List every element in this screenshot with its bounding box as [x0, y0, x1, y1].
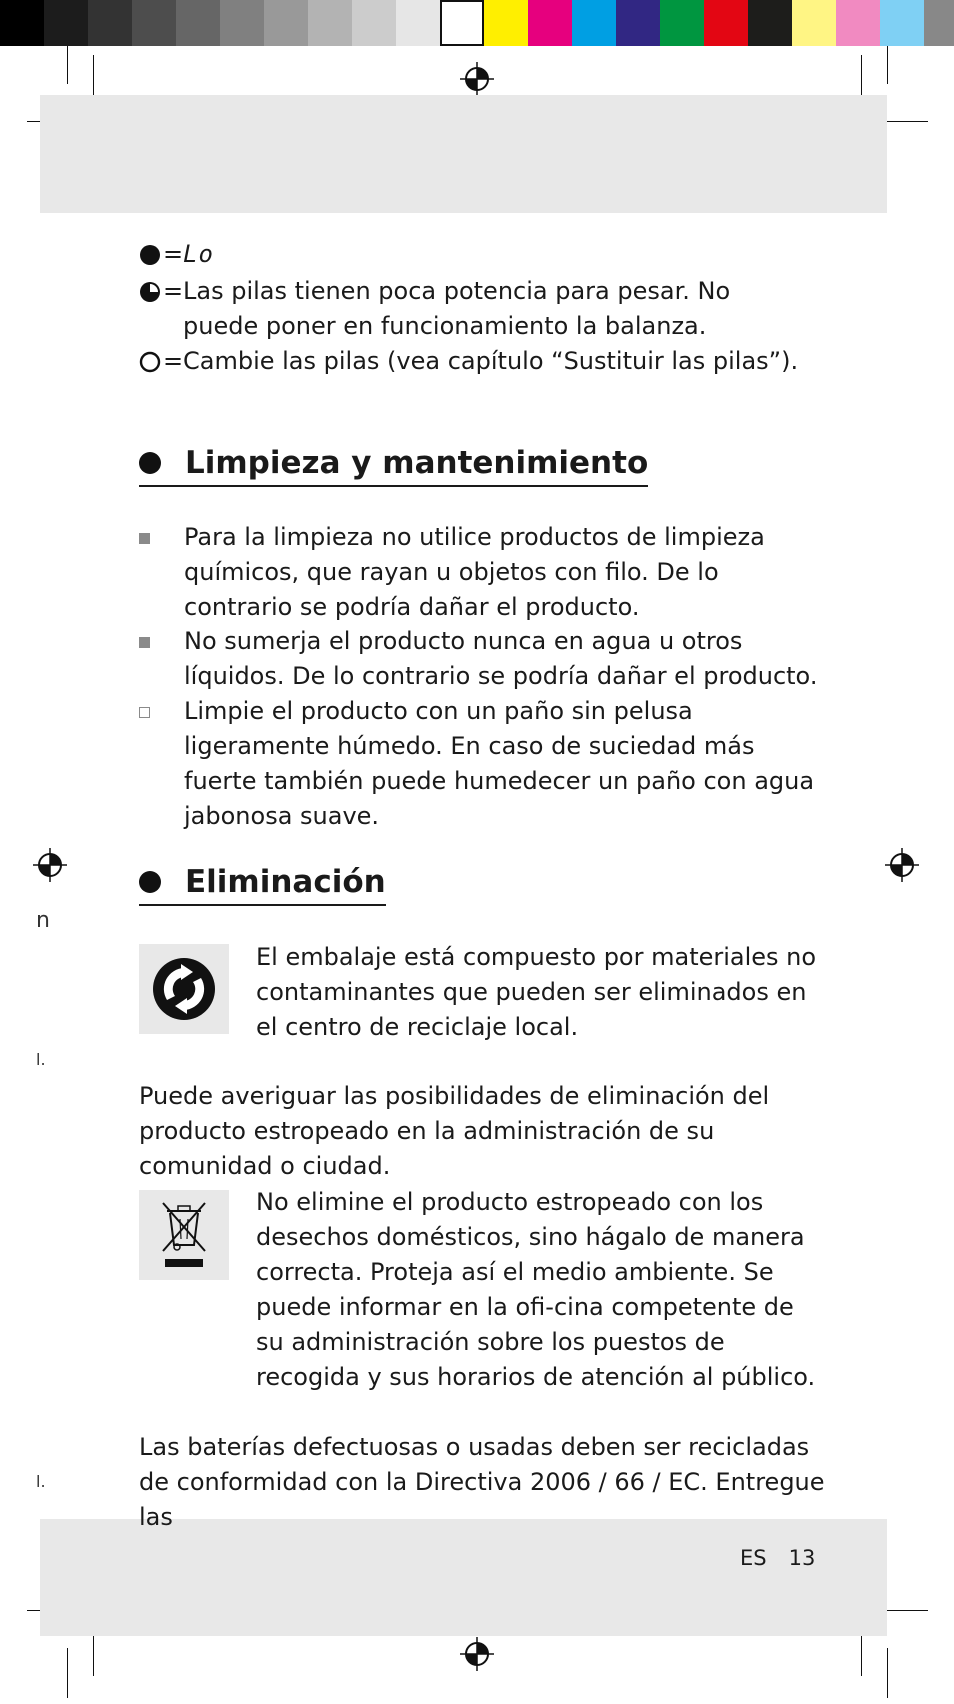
square-bullet-icon [139, 624, 184, 694]
battery-empty-icon [139, 344, 163, 379]
battery-legend-row [139, 274, 803, 344]
color-swatch [792, 0, 836, 46]
registration-mark-icon [460, 1637, 494, 1671]
lo-display-text: Lo [183, 240, 214, 268]
section-title: Eliminación [185, 864, 386, 900]
color-swatch [836, 0, 880, 46]
equals-sign: = [163, 277, 184, 305]
grey-swatch [396, 0, 440, 46]
header-band [40, 95, 887, 213]
weee-symbol-box [139, 1190, 229, 1280]
grey-swatch [176, 0, 220, 46]
color-swatch [704, 0, 748, 46]
color-swatch [924, 0, 954, 46]
crop-mark [880, 1610, 928, 1611]
edge-fragment: n [36, 908, 50, 933]
list-item [139, 520, 829, 625]
list-item [139, 694, 829, 834]
section-heading-disposal [139, 862, 386, 906]
bullet-dot-icon [139, 871, 161, 893]
crossed-bin-icon [159, 1199, 209, 1271]
grey-scale-bar [0, 0, 484, 46]
square-bullet-icon [139, 520, 184, 625]
equals-sign: = [163, 240, 184, 268]
edge-fragment: l. [36, 1472, 46, 1491]
crop-mark [67, 46, 68, 84]
crop-mark [887, 46, 888, 84]
grey-swatch [132, 0, 176, 46]
edge-fragment: l. [36, 1050, 46, 1069]
disposal-paragraph: Puede averiguar las posibilidades de eliminación del producto estropeado en la administración de su comunidad o ciudad. [139, 1082, 770, 1180]
legend-text: Las pilas tienen poca potencia para pesar. No puede poner en funcionamiento la balanza. [183, 277, 731, 340]
section-heading-cleaning [139, 443, 648, 487]
battery-legend-row [139, 344, 803, 379]
crop-mark [880, 121, 928, 122]
registration-mark-icon [33, 848, 67, 882]
weee-text: No elimine el producto estropeado con los desechos domésticos, sino hágalo de manera correcta. Proteja así el medio ambiente. Se puede informar en la ofi-cina competente de su administración sobre los puestos de recogida y sus horarios de atención al público. [256, 1188, 816, 1391]
grey-swatch [264, 0, 308, 46]
color-swatch [660, 0, 704, 46]
color-swatch [572, 0, 616, 46]
grey-swatch [352, 0, 396, 46]
grey-swatch [440, 0, 484, 46]
color-swatch [528, 0, 572, 46]
grey-swatch [220, 0, 264, 46]
equals-sign: = [163, 347, 184, 375]
battery-legend-row [139, 237, 803, 272]
crop-mark [887, 1648, 888, 1698]
list-item-text: Para la limpieza no utilice productos de limpieza químicos, que rayan u objetos con filo. De lo contrario se podría dañar el producto. [184, 523, 765, 621]
grey-swatch [308, 0, 352, 46]
color-swatch [484, 0, 528, 46]
registration-mark-icon [885, 848, 919, 882]
batteries-paragraph: Las baterías defectuosas o usadas deben ser recicladas de conformidad con la Directiva 2006 / 66 / EC. Entregue las [139, 1433, 825, 1531]
battery-full-icon [139, 237, 163, 272]
legend-text: Cambie las pilas (vea capítulo “Sustituir las pilas”). [183, 347, 799, 375]
process-color-bar [484, 0, 954, 46]
packaging-text: El embalaje está compuesto por materiales no contaminantes que pueden ser eliminados en el centro de reciclaje local. [256, 943, 817, 1041]
list-item-text: No sumerja el producto nunca en agua u otros líquidos. De lo contrario se podría dañar el producto. [184, 627, 818, 690]
list-item-text: Limpie el producto con un paño sin pelusa ligeramente húmedo. En caso de suciedad más fuerte también puede humedecer un paño con agua jabonosa suave. [184, 697, 815, 830]
grey-swatch [0, 0, 44, 46]
registration-mark-icon [460, 62, 494, 96]
color-swatch [748, 0, 792, 46]
grey-swatch [88, 0, 132, 46]
green-dot-recycle-icon [151, 956, 217, 1022]
language-code: ES [740, 1546, 767, 1570]
list-item [139, 624, 829, 694]
footer-band [40, 1519, 887, 1636]
page-number: 13 [788, 1546, 816, 1570]
bullet-dot-icon [139, 452, 161, 474]
color-swatch [616, 0, 660, 46]
recycling-symbol-box [139, 944, 229, 1034]
page-footer [740, 1546, 815, 1570]
battery-half-icon [139, 274, 163, 309]
checkbox-bullet-icon [139, 694, 184, 834]
color-swatch [880, 0, 924, 46]
section-title: Limpieza y mantenimiento [185, 445, 649, 481]
crop-mark [67, 1648, 68, 1698]
grey-swatch [44, 0, 88, 46]
